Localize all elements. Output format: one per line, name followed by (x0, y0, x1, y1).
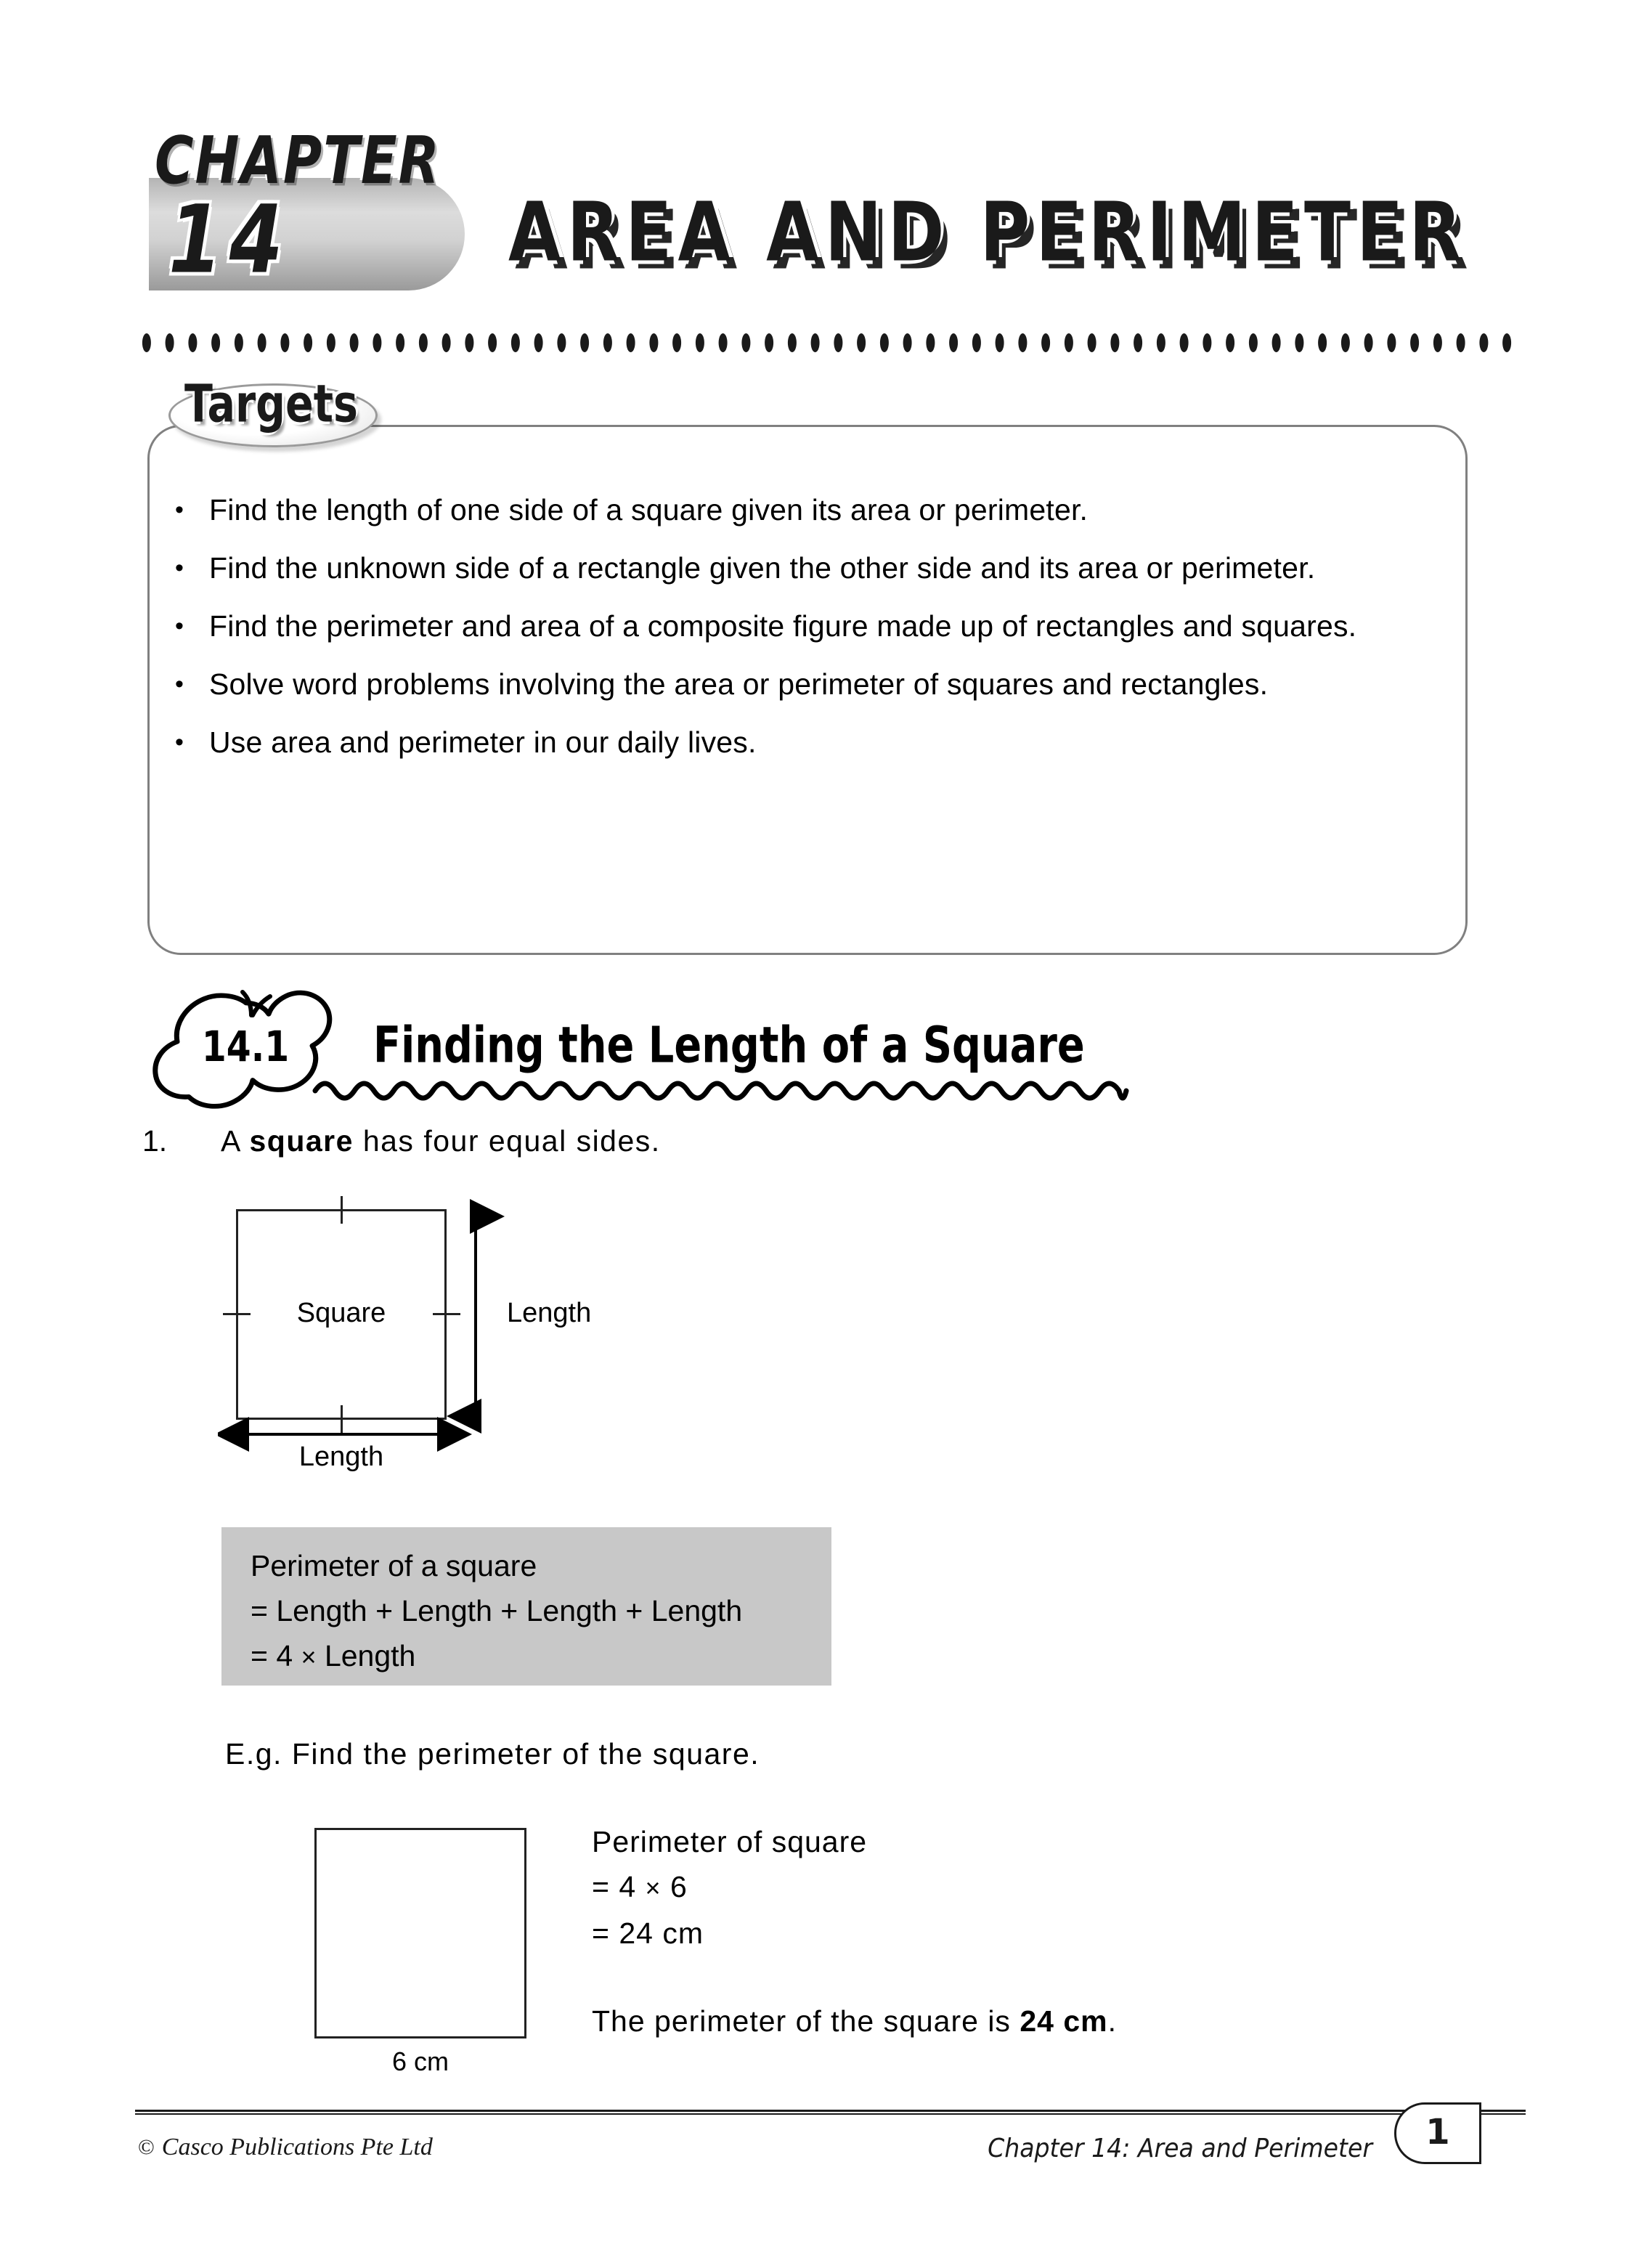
conclusion-before: The perimeter of the square is (592, 2004, 1020, 2038)
multiplication-icon: × (645, 1873, 662, 1903)
example-label: E.g. Find the perimeter of the square. (225, 1737, 760, 1771)
target-item-label: Find the unknown side of a rectangle given the other side and its area or perimeter. (209, 551, 1316, 585)
item-text-before: A (221, 1124, 250, 1158)
multiplication-icon: × (301, 1642, 317, 1672)
footer-chapter-reference: Chapter 14: Area and Perimeter (988, 2134, 1372, 2163)
formula-line-1: Perimeter of a square (251, 1549, 537, 1582)
formula-line-2: = Length + Length + Length + Length (251, 1594, 743, 1627)
square-diagram (218, 1195, 595, 1500)
bullet-icon: • (175, 612, 184, 640)
conclusion-after: . (1107, 2004, 1117, 2038)
footer-divider (135, 2110, 1526, 2115)
publisher-name: Casco Publications Pte Ltd (161, 2134, 433, 2160)
footer-copyright (138, 2134, 433, 2161)
horizontal-dimension-label: Length (298, 1442, 384, 1472)
formula-line-3 (251, 1633, 742, 1680)
item-text (221, 1124, 661, 1158)
solution-line-3: = 24 cm (592, 1916, 704, 1950)
example-square-side-label: 6 cm (391, 2046, 449, 2076)
targets-panel (147, 425, 1468, 955)
solution-line-2-suffix: 6 (661, 1870, 688, 1903)
vertical-dimension-label: Length (507, 1298, 592, 1328)
target-item-label: Find the perimeter and area of a composite figure made up of rectangles and squares. (209, 609, 1357, 643)
chapter-number-label: 14 (168, 185, 290, 295)
chapter-header (0, 0, 1652, 312)
target-item-label: Find the length of one side of a square given its area or perimeter. (209, 493, 1089, 527)
target-item (150, 656, 1465, 712)
bullet-icon: • (175, 496, 184, 524)
target-item (150, 598, 1465, 654)
solution-line-2 (592, 1864, 1463, 1911)
formula-line-3-suffix: Length (316, 1639, 416, 1672)
bullet-icon: • (175, 670, 184, 698)
item-number: 1. (142, 1124, 168, 1158)
formula-lines (251, 1543, 742, 1680)
conclusion-answer: 24 cm (1020, 2004, 1108, 2038)
formula-line-3-prefix: = 4 (251, 1639, 301, 1672)
solution-conclusion (592, 2004, 1117, 2038)
section-heading (142, 989, 1159, 1109)
target-item (150, 714, 1465, 771)
target-item-label: Solve word problems involving the area or perimeter of squares and rectangles. (209, 667, 1269, 701)
solution-line-1: Perimeter of square (592, 1825, 868, 1858)
formula-box (221, 1527, 831, 1686)
chapter-title: AREA AND PERIMETER (508, 185, 1468, 280)
example-solution (592, 1819, 1463, 1956)
target-item-label: Use area and perimeter in our daily lives. (209, 725, 757, 759)
square-inner-label: Square (296, 1298, 386, 1328)
bullet-icon: • (175, 554, 184, 582)
section-title: Finding the Length of a Square (373, 1017, 1085, 1075)
solution-line-2-prefix: = 4 (592, 1870, 646, 1903)
bullet-icon: • (175, 728, 184, 756)
targets-badge-label: Targets (184, 373, 358, 434)
section-number: 14.1 (201, 1023, 290, 1072)
item-text-bold: square (249, 1124, 354, 1158)
target-item (150, 540, 1465, 596)
example-square-outline (314, 1828, 526, 2038)
copyright-icon: © (138, 2135, 155, 2159)
dotted-divider (135, 330, 1518, 355)
page-number: 1 (1425, 2112, 1450, 2153)
target-item (150, 481, 1465, 538)
item-text-after: has four equal sides. (353, 1124, 661, 1158)
targets-list (150, 481, 1465, 772)
chapter-word-label: CHAPTER (155, 122, 441, 199)
